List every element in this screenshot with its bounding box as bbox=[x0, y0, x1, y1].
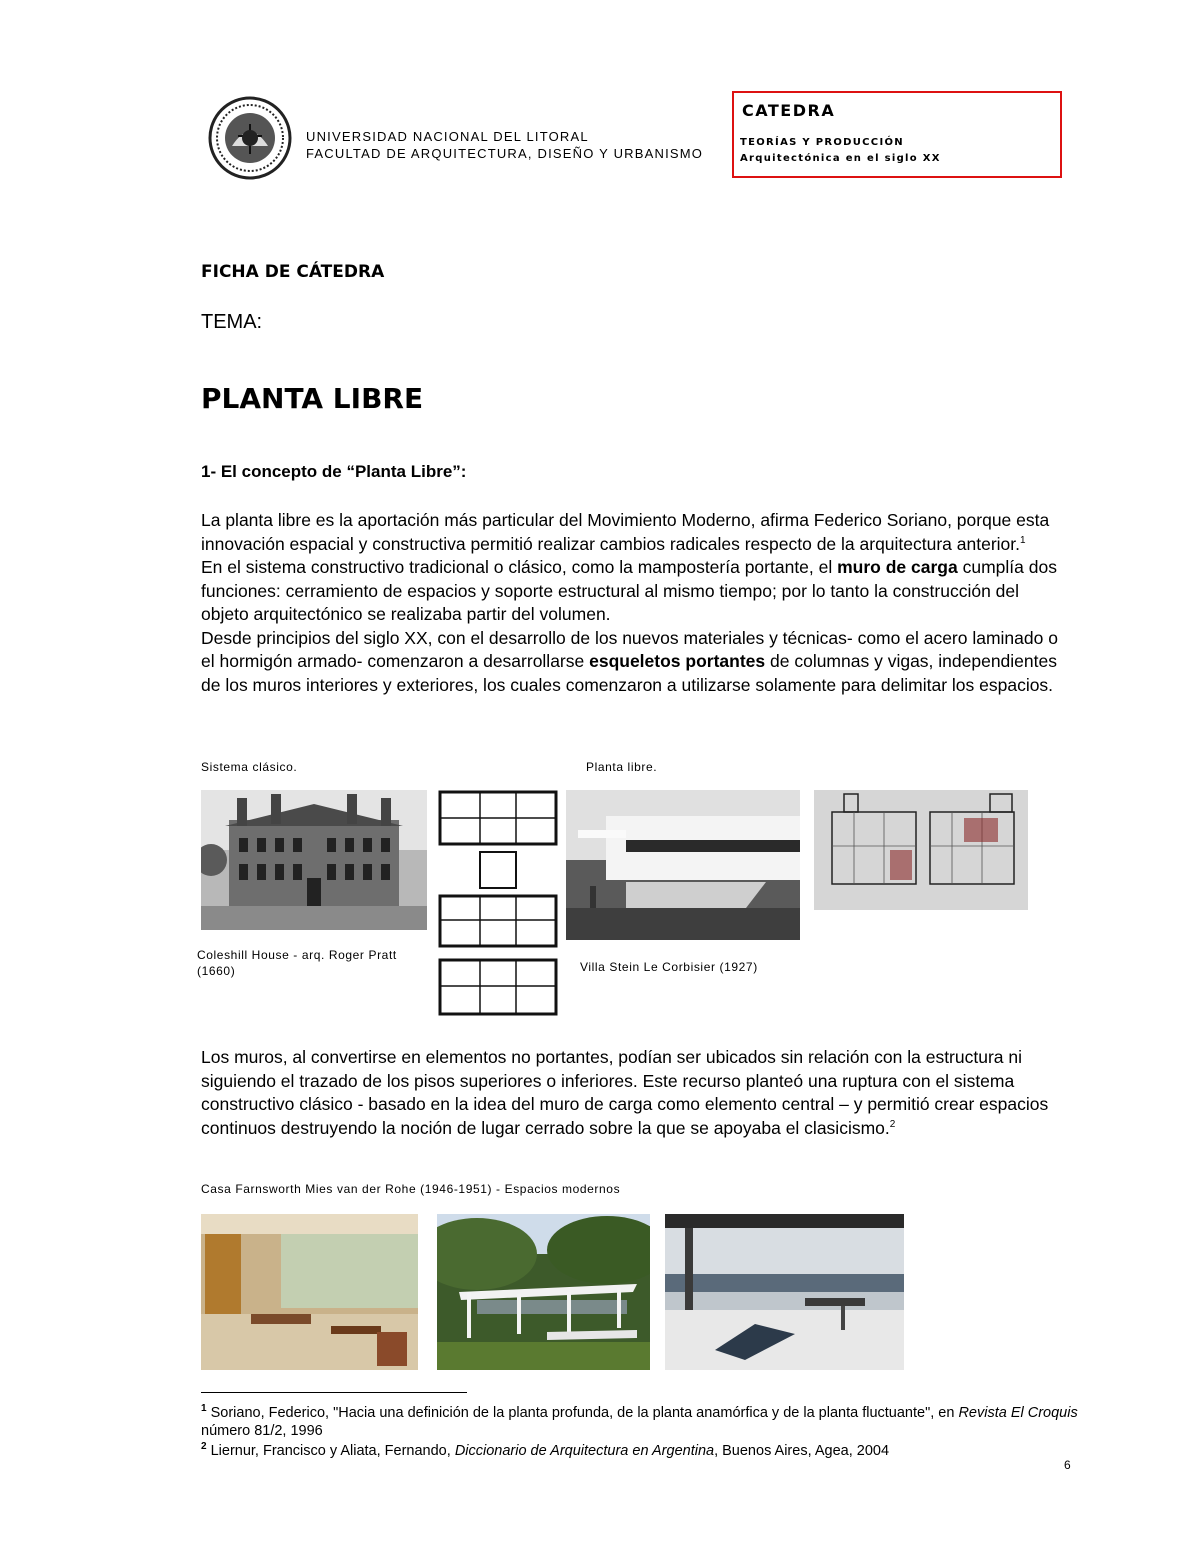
muro-de-carga-bold: muro de carga bbox=[837, 557, 958, 577]
para1-sentence-3c: de columnas y vigas, independientes de los muros interiores y exteriores, los cuales comenzaron a utilizarse solamente para delimitar los espacios. bbox=[201, 651, 1057, 695]
label-planta-libre: Planta libre. bbox=[586, 760, 658, 774]
catedra-line-2: Arquitectónica en el siglo XX bbox=[740, 153, 941, 164]
faculty-name: FACULTAD DE ARQUITECTURA, DISEÑO Y URBANISMO bbox=[306, 146, 704, 161]
caption-villa-stein: Villa Stein Le Corbisier (1927) bbox=[580, 960, 758, 974]
footnote-ref-2: 2 bbox=[889, 1118, 896, 1130]
catedra-title: CATEDRA bbox=[742, 101, 836, 120]
caption-farnsworth: Casa Farnsworth Mies van der Rohe (1946-1951) - Espacios modernos bbox=[201, 1182, 621, 1196]
caption-coleshill: Coleshill House - arq. Roger Pratt (1660) bbox=[197, 948, 397, 978]
university-name: UNIVERSIDAD NACIONAL DEL LITORAL bbox=[306, 129, 589, 144]
footnote-ref-1: 1 bbox=[1020, 534, 1026, 546]
paragraph-2 bbox=[201, 1046, 1071, 1140]
tema-label: TEMA: bbox=[201, 311, 263, 333]
catedra-box bbox=[732, 91, 1062, 178]
label-sistema-clasico: Sistema clásico. bbox=[201, 760, 298, 774]
footnote-1-journal: Revista El Croquis bbox=[958, 1405, 1078, 1421]
coleshill-house-photo bbox=[201, 790, 427, 930]
farnsworth-exterior-photo bbox=[437, 1214, 650, 1370]
villa-stein-photo bbox=[566, 790, 800, 940]
footnote-2-number: 2 bbox=[201, 1441, 207, 1453]
para1-sentence-2c: cumplía dos funciones: cerramiento de espacios y soporte estructural al mismo tiempo; por lo tanto la construcción del objeto arquitectónico se realizaba partir del volumen. bbox=[201, 557, 1057, 624]
paragraph-1 bbox=[201, 509, 1071, 697]
footnote-2-text-a: Liernur, Francisco y Aliata, Fernando, bbox=[206, 1443, 455, 1459]
footnote-1-text-c: número 81/2, 1996 bbox=[201, 1423, 323, 1439]
footnote-1-text-a: Soriano, Federico, "Hacia una definición de la planta profunda, de la planta anamórfica y de la planta fluctuante", en bbox=[206, 1405, 959, 1421]
footnote-2 bbox=[201, 1442, 1081, 1460]
institution-block bbox=[306, 128, 703, 162]
footnote-separator bbox=[201, 1392, 467, 1393]
catedra-line-1: TEORÍAS Y PRODUCCIÓN bbox=[740, 137, 904, 148]
page-number: 6 bbox=[1064, 1458, 1071, 1472]
ficha-label: FICHA DE CÁTEDRA bbox=[201, 262, 385, 282]
para1-sentence-3a: Desde principios del siglo XX, con el desarrollo de los nuevos materiales y técnicas- como el acero laminado o el hormigón armado- comenzaron a desarrollarse bbox=[201, 627, 1058, 671]
footnote-2-book: Diccionario de Arquitectura en Argentina bbox=[454, 1443, 715, 1459]
para1-sentence-2a: En el sistema constructivo tradicional o clásico, como la mampostería portante, el bbox=[201, 557, 838, 577]
page-title: PLANTA LIBRE bbox=[201, 382, 424, 415]
farnsworth-interior-photo bbox=[201, 1214, 418, 1370]
villa-stein-floor-plans bbox=[814, 790, 1028, 910]
coleshill-floor-plans bbox=[436, 790, 560, 1022]
footnote-1-number: 1 bbox=[201, 1403, 207, 1415]
footnote-2-text-c: , Buenos Aires, Agea, 2004 bbox=[714, 1443, 890, 1459]
university-seal-icon bbox=[208, 96, 292, 180]
para1-sentence-1: La planta libre es la aportación más particular del Movimiento Moderno, afirma Federico Soriano, porque esta innovación espacial y constructiva permitió realizar cambios radicales respecto de la arquitectura anterior. bbox=[201, 510, 1050, 554]
footnote-1 bbox=[201, 1404, 1081, 1440]
esqueletos-portantes-bold: esqueletos portantes bbox=[589, 651, 766, 671]
farnsworth-terrace-photo bbox=[665, 1214, 904, 1370]
para2-text: Los muros, al convertirse en elementos no portantes, podían ser ubicados sin relación con la estructura ni siguiendo el trazado de los pisos superiores o inferiores. Este recurso planteó una ruptura con el sistema constructivo clásico - basado en la idea del muro de carga como elemento central – y permitió crear espacios continuos destruyendo la noción de lugar cerrado sobre la que se apoyaba el clasicismo. bbox=[201, 1047, 1049, 1138]
section-heading: 1- El concepto de “Planta Libre”: bbox=[201, 462, 467, 481]
